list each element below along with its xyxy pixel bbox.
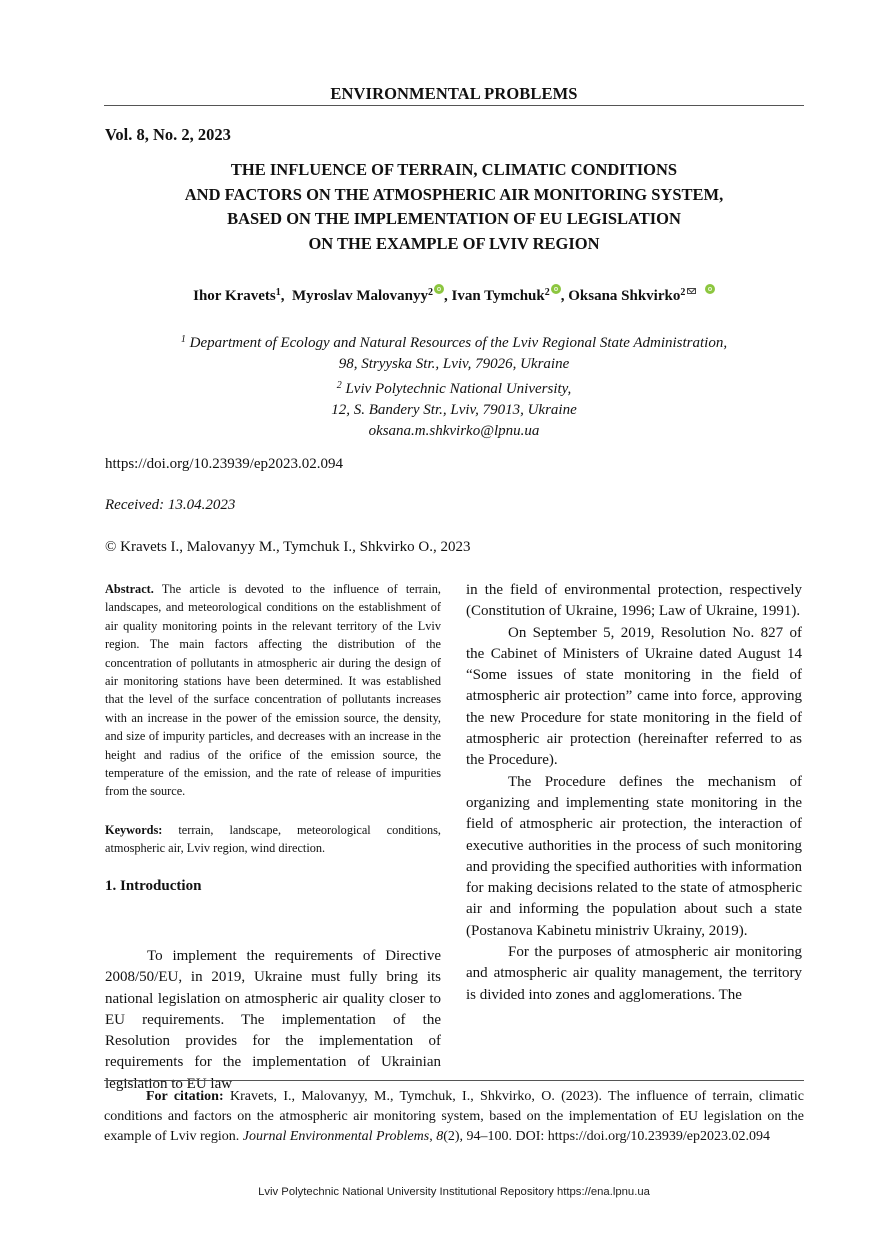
repository-footer: Lviv Polytechnic National University Institutional Repository https://ena.lpnu.ua [258, 1186, 650, 1198]
volume-issue: Vol. 8, No. 2, 2023 [105, 125, 231, 144]
title-line: ON THE EXAMPLE OF LVIV REGION [308, 233, 600, 253]
affiliation-1-address: 98, Stryyska Str., Lviv, 79026, Ukraine [338, 356, 570, 372]
orcid-icon[interactable] [705, 284, 715, 294]
title-line: THE INFLUENCE OF TERRAIN, CLIMATIC CONDITIONS [230, 160, 678, 179]
citation-block: For citation: Kravets, I., Malovanyy, M., Tymchuk, I., Shkvirko, O. (2023). The influence of terrain, climatic conditions and factors on the atmospheric air monitoring system, based on the implementation of EU legislation on the example of Lviv region. Journal Environmental Problems, 8(2), 94–100. DOI: https://doi.org/10.23939/ep2023.02.094 [104, 1089, 805, 1144]
affiliation-2-address: 12, S. Bandery Str., Lviv, 79013, Ukraine [331, 402, 577, 418]
keywords-label: Keywords: [105, 823, 163, 837]
abstract-label: Abstract. [105, 582, 154, 596]
author-name: Myroslav Malovanyy [292, 288, 428, 304]
affiliation-mark: 1 [180, 334, 186, 345]
doi-link[interactable]: https://doi.org/10.23939/ep2023.02.094 [105, 456, 344, 472]
affiliation-mark: 2 [336, 380, 342, 391]
orcid-icon[interactable] [551, 284, 561, 294]
affiliation-mark: 2 [544, 287, 550, 298]
author-list: Ihor Kravets$^1$, Myroslav Malovanyy$^2$ , Ivan Tymchuk$^2$ , Oksana Shkvirko$^2$ [104, 284, 804, 305]
abstract-text: The article is devoted to the influence of terrain, landscapes, and meteorological conditions on the establishment of air quality monitoring points in the relevant territory of the Lviv region. The main factors affecting the distribution of the concentration of pollutants in atmospheric air during the design of air monitoring stations have been determined. It was established that the level of the surface concentration of pollutants increases with an increase in the power of the emission source, the density, and size of impurity particles, and decreases with an increase in the height and radius of the orifice of the emission source, the temperature of the emission, and the rate of release of impurities from the source. [105, 582, 441, 799]
affiliation-mark: 1 [275, 287, 281, 298]
journal-title: Journal Environmental Problems [242, 1128, 430, 1144]
keywords-text: terrain, landscape, meteorological conditions, atmospheric air, Lviv region, wind direction. [105, 823, 441, 856]
paragraph: For the purposes of atmospheric air monitoring and atmospheric air quality management, the territory is divided into zones and agglomerations. The [466, 944, 802, 1003]
article-title [104, 158, 804, 256]
affiliation-mark: 2 [427, 287, 433, 298]
citation-divider [104, 1080, 804, 1081]
envelope-icon[interactable] [687, 288, 696, 294]
abstract [105, 580, 441, 801]
corresponding-email[interactable]: oksana.m.shkvirko@lpnu.ua [368, 423, 540, 439]
affiliations [104, 329, 804, 442]
journal-volume: 8 [436, 1128, 444, 1144]
affiliation-mark: 2 [680, 287, 686, 298]
header-divider [104, 105, 804, 106]
intro-column-right [466, 580, 802, 1006]
orcid-icon[interactable] [434, 284, 444, 294]
affiliation-2: Lviv Polytechnic National University, [345, 381, 572, 397]
section-heading: 1. Introduction [105, 878, 202, 894]
title-line: BASED ON THE IMPLEMENTATION OF EU LEGISLATION [227, 209, 681, 228]
paragraph: The Procedure defines the mechanism of organizing and implementing state monitoring in the field of atmospheric air protection, the interaction of executive authorities in the process of such monitoring and providing the specified authorities with information for making decisions related to the state of atmospheric air and informing the population about such a state (Postanova Kabinetu ministriv Ukrainy, 2019). [466, 773, 802, 939]
journal-name: ENVIRONMENTAL PROBLEMS [330, 84, 578, 103]
title-line: AND FACTORS ON THE ATMOSPHERIC AIR MONITORING SYSTEM, [184, 184, 724, 204]
author-name: Ihor Kravets [193, 288, 276, 304]
citation-label: For citation: [146, 1089, 224, 1104]
paragraph: in the field of environmental protection, respectively (Constitution of Ukraine, 1996; Law of Ukraine, 1991). [466, 582, 802, 620]
copyright: © Kravets I., Malovanyy M., Tymchuk I., Shkvirko O., 2023 [105, 539, 471, 555]
keywords [105, 821, 441, 858]
paragraph: To implement the requirements of Directive 2008/50/EU, in 2019, Ukraine must fully bring its national legislation on atmospheric air quality closer to EU requirements. The implementation of the Resolution provides for the implementation of requirements for the implementation of Ukrainian legislation to EU law [105, 948, 441, 1092]
affiliation-1: Department of Ecology and Natural Resources of the Lviv Regional State Administration, [189, 335, 728, 351]
paragraph: On September 5, 2019, Resolution No. 827 of the Cabinet of Ministers of Ukraine dated August 14 “Some issues of state monitoring in the field of atmospheric air protection” came into force, approving the new Procedure for state monitoring in the field of atmospheric air protection (hereinafter referred to as the Procedure). [466, 624, 802, 769]
intro-column-left [105, 946, 441, 1095]
received-date: Received: 13.04.2023 [105, 497, 236, 513]
author-name: Oksana Shkvirko [568, 288, 681, 304]
author-name: Ivan Tymchuk [451, 288, 545, 304]
